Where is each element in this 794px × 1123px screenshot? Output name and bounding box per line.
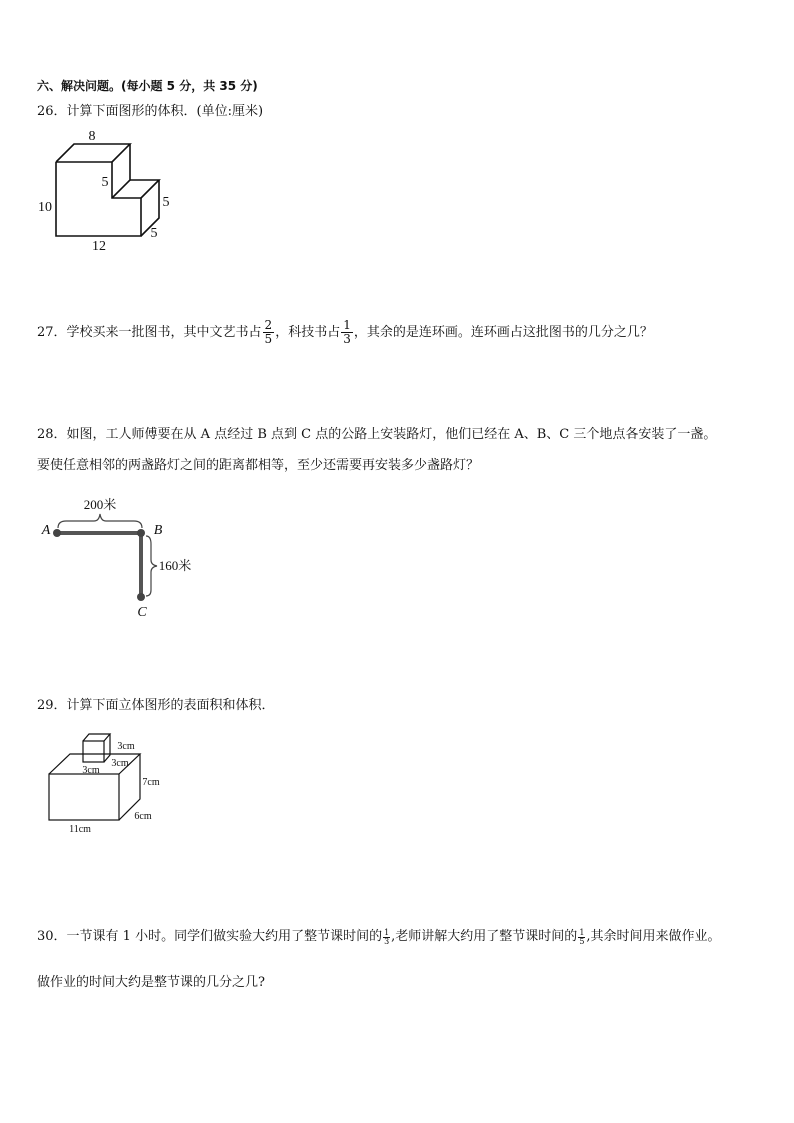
q30-fraction-lecture: [578, 929, 585, 946]
q29-label-cube-depth: 3cm: [111, 758, 129, 769]
q29-stacked-cuboid-figure: [40, 728, 170, 838]
question-26-text: 26．计算下面图形的体积．(单位:厘米): [37, 104, 264, 119]
q27-part2: ，科技书占: [275, 324, 341, 340]
q26-label-depth: 5: [150, 226, 158, 241]
q27-part1: 27．学校买来一批图书，其中文艺书占: [37, 324, 262, 340]
q30-frac1-numerator: 1: [384, 927, 390, 937]
q26-label-top: 8: [88, 129, 96, 144]
q28-label-bc: 160米: [158, 558, 192, 573]
q30-frac2-numerator: 1: [579, 927, 585, 937]
q26-l-shaped-solid-figure: [30, 124, 180, 254]
q26-label-right: 5: [162, 195, 170, 210]
q27-frac2-numerator: 1: [343, 318, 351, 332]
q29-label-box-width: 11cm: [69, 824, 91, 835]
question-28-line1: 28．如图，工人师傅要在从 A 点经过 B 点到 C 点的公路上安装路灯，他们已经在 A、B、C 三个地点各安装了一盏。: [37, 427, 717, 442]
q30-fraction-experiment: [383, 929, 390, 946]
q26-label-left: 10: [38, 200, 52, 215]
q30-part1: 30．一节课有 1 小时。同学们做实验大约用了整节课时间的: [37, 929, 383, 944]
q30-frac2-denominator: 5: [579, 936, 585, 946]
q28-point-c: C: [137, 605, 147, 620]
q29-label-box-depth: 6cm: [134, 811, 152, 822]
q27-frac2-denominator: 3: [343, 332, 351, 346]
question-29-text: 29．计算下面立体图形的表面积和体积．: [37, 698, 275, 713]
q27-fraction-literature: [263, 319, 275, 346]
q28-label-ab: 200米: [83, 497, 117, 512]
q30-part2: ,老师讲解大约用了整节课时间的: [391, 929, 578, 944]
q27-frac1-denominator: 5: [264, 332, 273, 346]
section-title: 六、解决问题。(每小题 5 分，共 35 分): [37, 79, 258, 93]
question-30-line2: 做作业的时间大约是整节课的几分之几?: [37, 975, 265, 990]
q28-point-b: B: [153, 523, 163, 538]
question-27-text: [37, 319, 653, 346]
q29-label-cube-height: 3cm: [117, 741, 135, 752]
q27-fraction-science: [341, 319, 353, 346]
q29-label-box-height: 7cm: [142, 777, 160, 788]
q30-frac1-denominator: 3: [384, 936, 390, 946]
q27-frac1-numerator: 2: [264, 318, 273, 332]
q30-part3: ,其余时间用来做作业。: [586, 929, 721, 944]
q28-road-diagram: [34, 490, 214, 620]
q28-point-a: A: [41, 523, 51, 538]
q27-part3: ，其余的是连环画。连环画占这批图书的几分之几？: [353, 324, 653, 340]
q29-label-cube-width: 3cm: [82, 765, 100, 776]
q26-label-step: 5: [101, 175, 109, 190]
question-28-line2: 要使任意相邻的两盏路灯之间的距离都相等，至少还需要再安装多少盏路灯？: [37, 458, 480, 473]
question-30-line1: [37, 928, 721, 946]
q26-label-bottom: 12: [92, 239, 106, 254]
